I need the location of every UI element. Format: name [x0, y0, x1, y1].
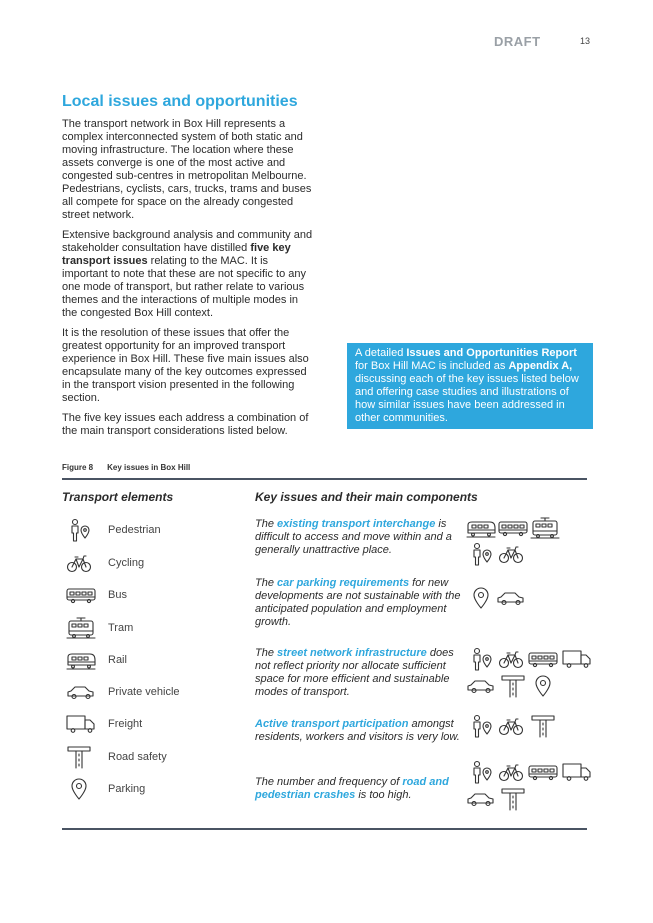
figure-title: Key issues in Box Hill — [107, 463, 191, 472]
bus-icon — [66, 582, 96, 608]
bus-icon — [498, 515, 528, 541]
tram-icon — [66, 615, 96, 641]
paragraph-1: The transport network in Box Hill represents a complex interconnected system of both static and moving infrastructure. The location where these assets converge is one of the most active and congested sub-centres in metropolitan Melbourne. Pedestrians, cyclists, cars, trucks, trams and buses all compete for space on the already congested street network. — [62, 118, 312, 221]
issue-text: The — [255, 518, 278, 530]
road-sign-icon — [500, 786, 526, 812]
body-text — [62, 118, 314, 445]
element-label: Parking — [108, 783, 146, 795]
paragraph-4: The five key issues each address a combination of the main transport considerations listed below. — [62, 412, 309, 437]
callout-appendix-ref: Appendix A, — [508, 360, 573, 372]
issue-highlight: car parking requirements — [277, 577, 410, 589]
callout-report-name: Issues and Opportunities Report — [406, 347, 577, 359]
bicycle-icon — [498, 759, 524, 785]
issue-text: The — [255, 577, 278, 589]
parking-pin-icon — [66, 776, 92, 802]
issue-active-transport — [255, 718, 465, 744]
page-title: Local issues and opportunities — [62, 93, 298, 110]
figure-bottom-rule — [62, 828, 587, 830]
callout-text-3: discussing each of the key issues listed below and offering case studies and illustrations of how similar issues have been addressed in other communities. — [355, 373, 579, 424]
paragraph-2-text-end: relating to the MAC. It is important to note that these are not specific to any one mode of transport, but rather relate to various themes and the interactions of multiple modes in the congested Box Hill context. — [62, 255, 306, 319]
paragraph-3: It is the resolution of these issues that offer the greatest opportunity for an improved transport experience in Box Hill. These five main issues also encapsulate many of the key outcomes expressed in the transport vision presented in the following section. — [62, 327, 309, 404]
issue-car-parking — [255, 577, 465, 629]
element-label: Road safety — [108, 751, 167, 763]
car-icon — [466, 673, 496, 699]
issue-highlight: existing transport interchange — [277, 518, 436, 530]
issue-text: amongst residents, workers and visitors is very low. — [255, 718, 460, 743]
figure-number: Figure 8 — [62, 463, 94, 472]
truck-icon — [562, 646, 592, 672]
issue-text: The number and frequency of — [255, 776, 403, 788]
paragraph-2-text: Extensive background analysis and community and stakeholder consultation have distilled — [62, 229, 313, 254]
truck-icon — [66, 711, 96, 737]
pedestrian-icon — [468, 713, 494, 739]
callout-text-2: for Box Hill MAC is included as — [355, 360, 509, 372]
issue-text: is difficult to access and move within and a generally unattractive place. — [255, 518, 452, 556]
parking-pin-icon — [530, 673, 556, 699]
issue-highlight: Active transport participation — [255, 718, 409, 730]
train-icon — [66, 647, 96, 673]
truck-icon — [562, 759, 592, 785]
tram-icon — [530, 515, 560, 541]
parking-pin-icon — [468, 585, 494, 611]
element-label: Tram — [108, 622, 134, 634]
issue-text: for new developments are not sustainable with the anticipated population and employment growth. — [255, 577, 461, 628]
issue-highlight: road and pedestrian crashes — [255, 776, 449, 801]
paragraph-2 — [62, 229, 314, 320]
car-icon — [466, 786, 496, 812]
element-label: Bus — [108, 589, 127, 601]
page-number: 13 — [580, 36, 591, 46]
pedestrian-icon — [468, 541, 494, 567]
figure-caption — [62, 463, 190, 472]
issue-transport-interchange — [255, 518, 465, 557]
pedestrian-icon — [66, 517, 92, 543]
issue-road-crashes — [255, 776, 465, 802]
bicycle-icon — [498, 541, 524, 567]
bicycle-icon — [498, 713, 524, 739]
issue-street-network — [255, 647, 465, 699]
car-icon — [66, 679, 96, 705]
issue-highlight: street network infrastructure — [277, 647, 427, 659]
bicycle-icon — [66, 550, 92, 576]
element-label: Freight — [108, 718, 143, 730]
road-sign-icon — [530, 713, 556, 739]
road-sign-icon — [66, 744, 92, 770]
bus-icon — [528, 646, 558, 672]
issue-text: is too high. — [355, 789, 412, 801]
element-label: Private vehicle — [108, 686, 180, 698]
road-sign-icon — [500, 673, 526, 699]
car-icon — [496, 585, 526, 611]
bicycle-icon — [498, 646, 524, 672]
key-issues-heading: Key issues and their main components — [255, 490, 478, 504]
issue-text: The — [255, 647, 278, 659]
pedestrian-icon — [468, 759, 494, 785]
train-icon — [466, 515, 496, 541]
element-label: Rail — [108, 654, 127, 666]
draft-label: DRAFT — [494, 34, 541, 49]
bus-icon — [528, 759, 558, 785]
element-label: Pedestrian — [108, 524, 161, 536]
five-key-issues-emphasis: five key transport issues — [62, 242, 291, 267]
callout-text-1: A detailed — [355, 347, 407, 359]
figure-top-rule — [62, 478, 587, 480]
issue-text: does not reflect priority nor allocate sufficient space for more efficient and sustainable modes of transport. — [255, 647, 454, 698]
appendix-callout — [347, 343, 593, 429]
transport-elements-heading: Transport elements — [62, 490, 174, 504]
pedestrian-icon — [468, 646, 494, 672]
element-label: Cycling — [108, 557, 145, 569]
